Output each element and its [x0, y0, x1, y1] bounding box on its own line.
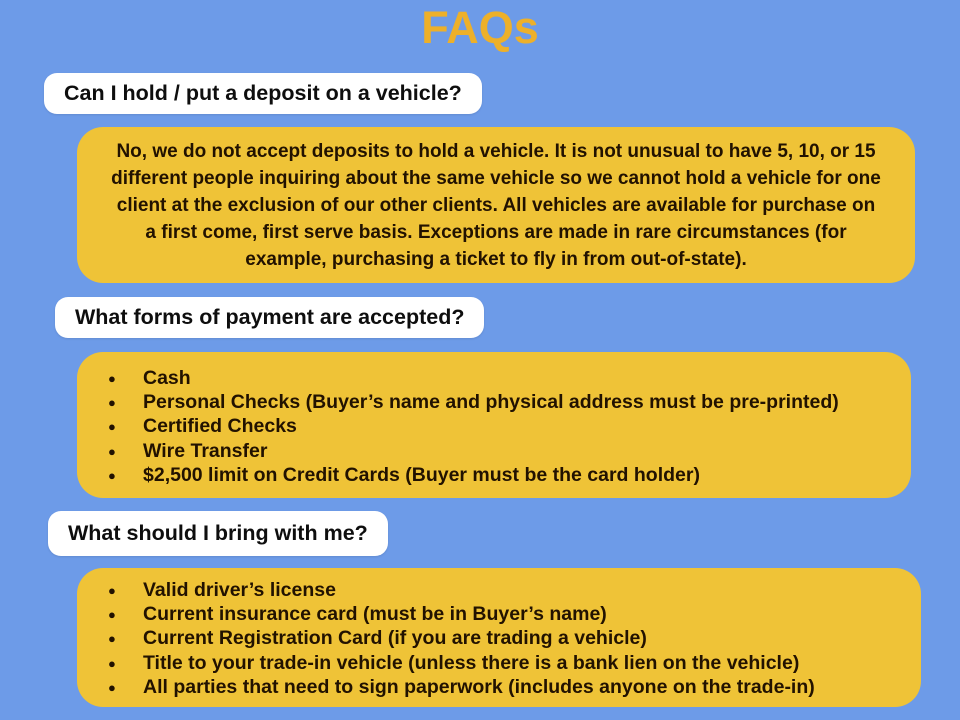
answer-box-bring — [77, 568, 921, 707]
list-item: ● $2,500 limit on Credit Cards (Buyer must be the card holder) — [77, 463, 911, 487]
page-title: FAQs — [421, 2, 539, 53]
list-item: ● Wire Transfer — [77, 439, 911, 463]
question-text: What forms of payment are accepted? — [75, 305, 465, 329]
question-box-payment — [55, 297, 484, 338]
question-text: What should I bring with me? — [68, 521, 368, 545]
question-box-deposit — [44, 73, 482, 114]
question-box-bring — [48, 511, 388, 556]
answer-text: No, we do not accept deposits to hold a vehicle. It is not unusual to have 5, 10, or 15 different people inquiring about the same vehicle so we cannot hold a vehicle for one client at the exclusion of our other clients. All vehicles are available for purchase on a first come, first serve basis. Exceptions are made in rare circumstances (for example, purchasing a ticket to fly in from out-of-state). — [111, 140, 881, 270]
list-item: ● Current Registration Card (if you are trading a vehicle) — [77, 626, 921, 650]
list-item: ● Title to your trade-in vehicle (unless there is a bank lien on the vehicle) — [77, 651, 921, 675]
list-item: ● Valid driver’s license — [77, 578, 921, 602]
list-item: ● Current insurance card (must be in Buyer’s name) — [77, 602, 921, 626]
answer-box-deposit — [77, 127, 915, 283]
bring-items-list — [77, 578, 921, 699]
answer-box-payment — [77, 352, 911, 498]
list-item: ● Certified Checks — [77, 414, 911, 438]
question-text: Can I hold / put a deposit on a vehicle? — [64, 81, 462, 105]
list-item: ● Personal Checks (Buyer’s name and physical address must be pre-printed) — [77, 390, 911, 414]
payment-methods-list — [77, 366, 911, 487]
list-item: ● Cash — [77, 366, 911, 390]
list-item: ● All parties that need to sign paperwork (includes anyone on the trade-in) — [77, 675, 921, 699]
